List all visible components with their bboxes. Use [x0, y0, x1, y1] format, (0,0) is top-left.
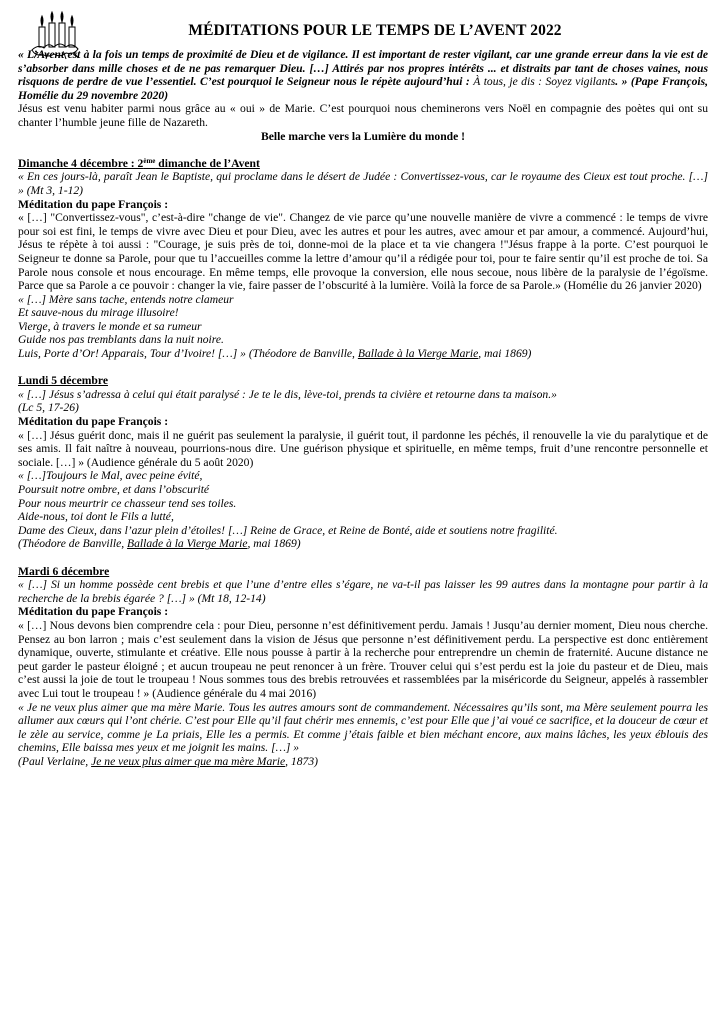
- meditation-label: Méditation du pape François :: [18, 605, 169, 619]
- poem-line: Poursuit notre ombre, et dans l’obscurité: [18, 483, 210, 496]
- section-title: Mardi 6 décembre: [18, 564, 110, 578]
- intro-wish: Belle marche vers la Lumière du monde !: [260, 129, 466, 143]
- poem-attribution: (Théodore de Banville, Ballade à la Vierge Marie, mai 1869): [18, 537, 301, 551]
- poem-line: Vierge, à travers le monde et sa rumeur: [18, 319, 202, 333]
- meditation-text: « […] Jésus guérit donc, mais il ne guérit pas seulement la paralysie, il guérit tout, il pardonne les péchés, il renouvelle la vie du paralytique et de ses amis. Il fait naître à nouveau, pourrions-nous dire. Une guérison physique et spirituelle, en même temps, fruit d’une rencontre personnelle et sociale. […] » (Audience générale du 5 août 2020): [18, 428, 708, 469]
- meditation-text: « […] "Convertissez-vous", c’est-à-dire "change de vie". Changez de vie parce qu’une nouvelle manière de vivre a commencé : le temps de vivre pour soi est fini, le temps de vivre avec Dieu et pour Dieu, avec les autres et pour les autres, avec amour et par amour, a commencé. Aujourd’hui, Jésus te répète à toi aussi : "Courage, je suis près de toi, donne-moi de la place et ta vie changera !"Jésus frappe à la porte. C’est pourquoi le Seigneur te donne sa Parole, pour que tu l’accueilles comme la lettre d’amour qu’il a rédigée pour toi, pour te faire sentir qu’il est proche de toi. Sa Parole nous console et nous encourage. En même temps, elle provoque la conversion, elle nous secoue, nous libère de la paralysie de l’égoïsme. Parce que sa Parole a ce pouvoir : changer la vie, faire passer de l’obscurité à la lumière. Voilà la force de sa Parole.» (Homélie du 26 janvier 2020): [18, 211, 708, 293]
- poem-line: Guide nos pas tremblants dans la nuit noire.: [18, 333, 224, 347]
- poem-line: « […] Mère sans tache, entends notre clameur: [18, 292, 234, 306]
- scripture-quote: « En ces jours-là, paraît Jean le Baptiste, qui proclame dans le désert de Judée : Convertissez-vous, car le royaume des Cieux est tout proche. […] » (Mt 3, 1-12): [18, 170, 708, 197]
- scripture-quote: « […] Si un homme possède cent brebis et que l’une d’entre elles s’égare, ne va-t-il pas laisser les 99 autres dans la montagne pour partir à la recherche de la brebis égarée ? […] » (Mt 18, 12-14): [18, 578, 708, 605]
- meditation-label: Méditation du pape François :: [18, 415, 169, 429]
- intro-text: Jésus est venu habiter parmi nous grâce au « oui » de Marie. C’est pourquoi nous cheminerons vers Noël en compagnie des poètes qui ont su chanter l’humble jeune fille de Nazareth.: [18, 102, 708, 129]
- poem-attribution: Luis, Porte d’Or! Apparais, Tour d’Ivoire! […] » (Théodore de Banville, Ballade à la Vierge Marie, mai 1869): [18, 347, 532, 361]
- section-title: Dimanche 4 décembre : 2ème dimanche de l’Avent: [18, 156, 260, 170]
- intro-quote: « L’Avent est à la fois un temps de proximité de Dieu et de vigilance. Il est important de rester vigilant, car une grande erreur dans la vie est de s’absorber dans mille choses et de ne pas remarquer Dieu. […] Attirés par nos propres intérêts ... et distraits par tant de choses vaines, nous risquons de perdre de vue l’essentiel. C’est pourquoi le Seigneur nous le répète aujourd’hui : À tous, je dis : Soyez vigilants. » (Pape François, Homélie du 29 novembre 2020): [18, 48, 708, 102]
- poem-attribution: (Paul Verlaine, Je ne veux plus aimer que ma mère Marie, 1873): [18, 754, 318, 768]
- poem-text: « Je ne veux plus aimer que ma mère Marie. Tous les autres amours sont de commandement. Nécessaires qu’ils sont, ma Mère seulement pourra les allumer aux cœurs qui l’ont chérie. C’est pour Elle qu’il faut chérir mes ennemis, c’est pour Elle que j’ai voué ce sacrifice, et la douceur de cœur et le zèle au service, comme je La priais, Elle les a permis. Et comme j’étais faible et bien méchant encore, aux mains lâches, les yeux éblouis des chemins, Elle baissa mes yeux et me joignit les mains. […] »: [18, 700, 708, 755]
- day-section-tuesday-6: [18, 565, 708, 769]
- day-section-sunday-4: [18, 157, 708, 361]
- poem-line: « […]Toujours le Mal, avec peine évité,: [18, 469, 203, 483]
- day-section-monday-5: [18, 374, 708, 551]
- poem-line: Et sauve-nous du mirage illusoire!: [18, 306, 179, 320]
- meditation-label: Méditation du pape François :: [18, 197, 169, 211]
- meditation-text: « […] Nous devons bien comprendre cela : pour Dieu, personne n’est définitivement perdu. Jamais ! Jusqu’au dernier moment, Dieu nous cherche. Pensez au bon larron ; mais c’est seulement dans la vision de Jésus que personne n’est définitivement perdu. La perspective est donc entièrement dynamique, ouverte, stimulante et créative. Elle nous pousse à partir à la recherche pour entreprendre un chemin de fraternité. Aucune distance ne peut garder le pasteur éloigné ; et aucun troupeau ne peut renoncer à un frère. Trouver celui qui s’est perdu est la joie du pasteur et de Dieu, mais c’est aussi la joie de tout le troupeau ! Nous sommes tous des brebis retrouvées et rassemblées par la miséricorde du Seigneur, appelés à rassembler avec Lui tout le troupeau ! » (Audience générale du 4 mai 2016): [18, 618, 708, 700]
- scripture-reference: (Lc 5, 17-26): [18, 401, 79, 415]
- poem-line: Pour nous meurtrir ce chasseur tend ses toiles.: [18, 496, 237, 510]
- page-content: [18, 14, 708, 768]
- poem-line: Aide-nous, toi dont le Fils a lutté,: [18, 510, 174, 524]
- section-title: Lundi 5 décembre: [18, 374, 108, 388]
- scripture-quote: « […] Jésus s’adressa à celui qui était paralysé : Je te le dis, lève-toi, prends ta civière et retourne dans ta maison.»: [18, 387, 557, 401]
- poem-line: Dame des Cieux, dans l’azur plein d’étoiles! […] Reine de Grace, et Reine de Bonté, aide et soutiens notre fragilité.: [18, 523, 558, 537]
- page-title: MÉDITATIONS POUR LE TEMPS DE L’AVENT 2022: [188, 22, 562, 39]
